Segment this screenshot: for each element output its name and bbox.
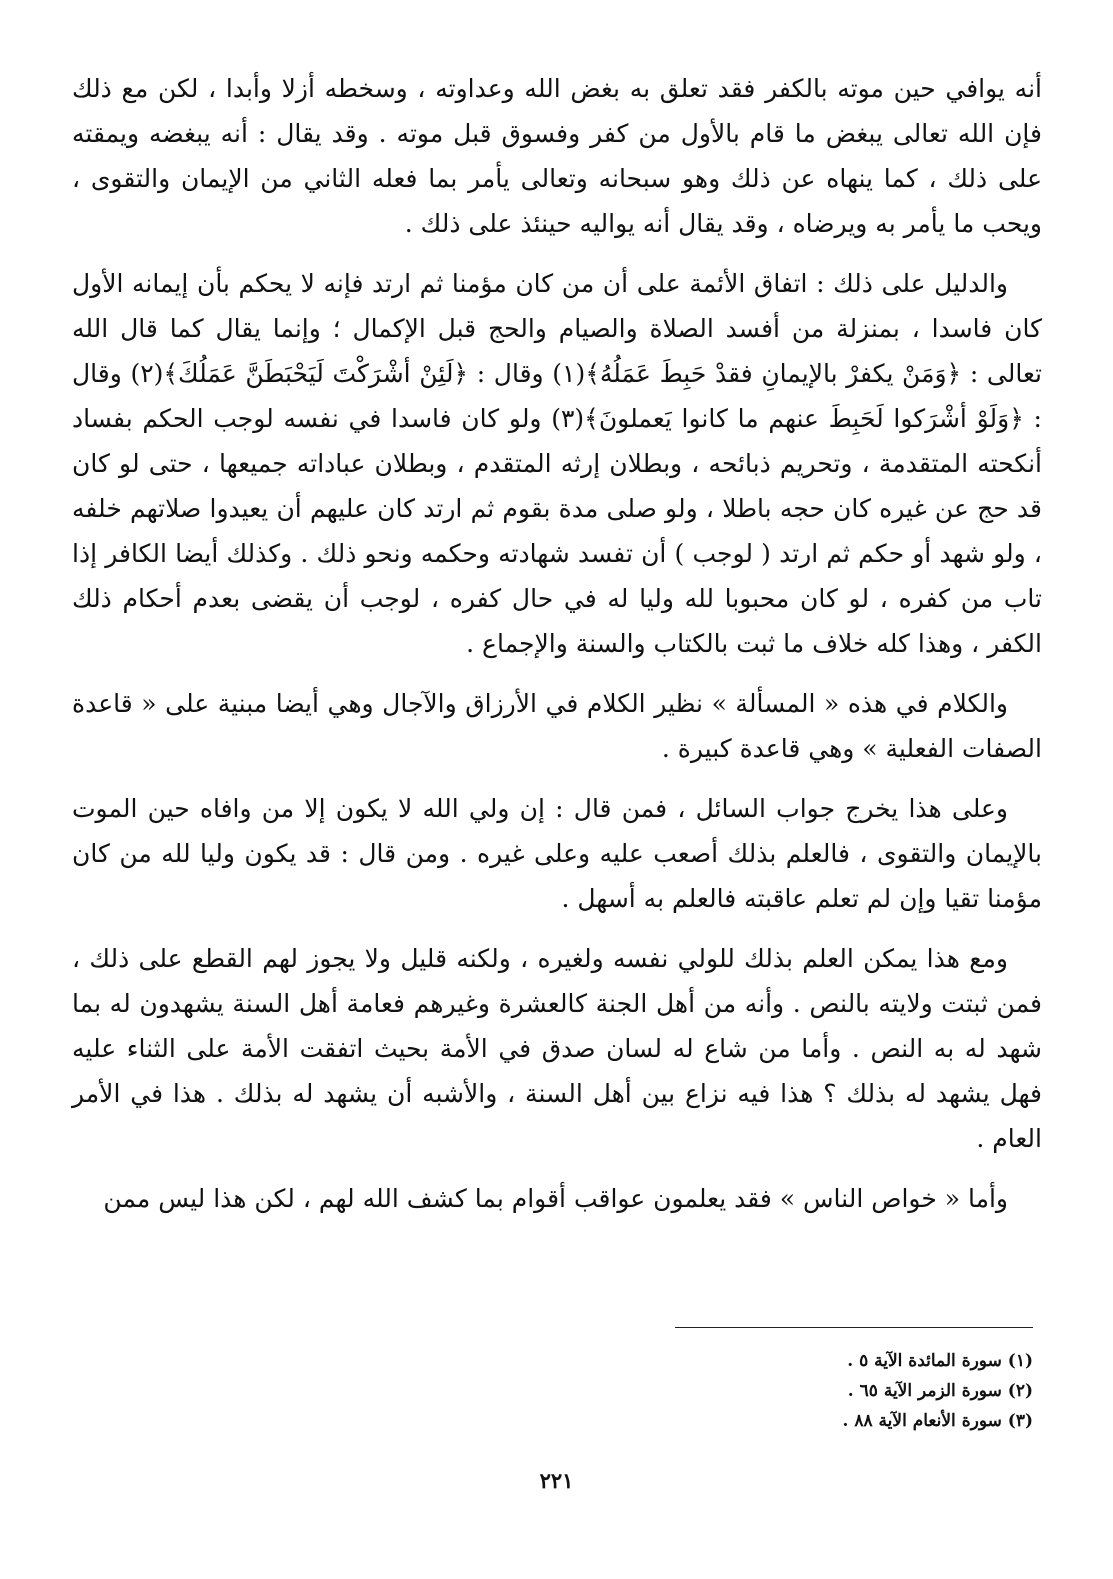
footnotes xyxy=(533,1346,1033,1436)
page-number: ٢٢١ xyxy=(539,1468,574,1493)
paragraph-4: وعلى هذا يخرج جواب السائل ، فمن قال : إن ولي الله لا يكون إلا من وافاه حين الموت بالإيمان والتقوى ، فالعلم بذلك أصعب عليه وعلى غيره . ومن قال : قد يكون وليا لله من كان مؤمنا تقيا وإن لم تعلم عاقبته فالعلم به أسهل . xyxy=(72,794,1042,913)
paragraph-1: أنه يوافي حين موته بالكفر فقد تعلق به بغض الله وعداوته ، وسخطه أزلا وأبدا ، لكن مع ذلك فإن الله تعالى يبغض ما قام بالأول من كفر وفسوق قبل موته . وقد يقال : أنه يبغضه ويمقته على ذلك ، كما ينهاه عن ذلك وهو سبحانه وتعالى يأمر بما فعله الثاني من الإيمان والتقوى ، ويحب ما يأمر به ويرضاه ، وقد يقال أنه يواليه حينئذ على ذلك . xyxy=(72,74,1042,238)
footnote-3: (٣) سورة الأنعام الآية ٨٨ . xyxy=(842,1411,1033,1431)
paragraph-6: وأما « خواص الناس » فقد يعلمون عواقب أقوام بما كشف الله لهم ، لكن هذا ليس ممن xyxy=(103,1184,1008,1213)
page-body xyxy=(72,66,1042,1236)
paragraph-2: والدليل على ذلك : اتفاق الأئمة على أن من كان مؤمنا ثم ارتد فإنه لا يحكم بأن إيمانه الأول كان فاسدا ، بمنزلة من أفسد الصلاة والصيام والحج قبل الإكمال ؛ وإنما يقال كما قال الله تعالى : ﴿وَمَنْ يكفرْ بالإيمانِ فقدْ حَبِطَ عَمَلُهُ﴾(١) وقال : ﴿لَئِنْ أشْرَكْتَ لَيَحْبَطَنَّ عَمَلُكَ﴾(٢) وقال : ﴿وَلَوْ أشْرَكوا لَحَبِطَ عنهم ما كانوا يَعملونَ﴾(٣) ولو كان فاسدا في نفسه لوجب الحكم بفساد أنكحته المتقدمة ، وتحريم ذبائحه ، وبطلان إرثه المتقدم ، وبطلان عباداته جميعها ، حتى لو كان قد حج عن غيره كان حجه باطلا ، ولو صلى مدة بقوم ثم ارتد كان عليهم أن يعيدوا صلاتهم خلفه ، ولو شهد أو حكم ثم ارتد ( لوجب ) أن تفسد شهادته وحكمه ونحو ذلك . وكذلك أيضا الكافر إذا تاب من كفره ، لو كان محبوبا لله وليا له في حال كفره ، لوجب أن يقضى بعدم أحكام ذلك الكفر ، وهذا كله خلاف ما ثبت بالكتاب والسنة والإجماع . xyxy=(72,269,1043,658)
paragraph-5: ومع هذا يمكن العلم بذلك للولي نفسه ولغيره ، ولكنه قليل ولا يجوز لهم القطع على ذلك ، فمن ثبتت ولايته بالنص . وأنه من أهل الجنة كالعشرة وغيرهم فعامة أهل السنة يشهدون له بما شهد له به النص . وأما من شاع له لسان صدق في الأمة بحيث اتفقت الأمة على الثناء عليه فهل يشهد له بذلك ؟ هذا فيه نزاع بين أهل السنة ، والأشبه أن يشهد له بذلك . هذا في الأمر العام . xyxy=(72,944,1042,1153)
footnotes-divider xyxy=(675,1327,1033,1328)
footnote-1: (١) سورة المائدة الآية ٥ . xyxy=(847,1351,1033,1371)
footnote-2: (٢) سورة الزمر الآية ٦٥ . xyxy=(847,1381,1033,1401)
paragraph-3: والكلام في هذه « المسألة » نظير الكلام في الأرزاق والآجال وهي أيضا مبنية على « قاعدة الصفات الفعلية » وهي قاعدة كبيرة . xyxy=(72,689,1042,763)
